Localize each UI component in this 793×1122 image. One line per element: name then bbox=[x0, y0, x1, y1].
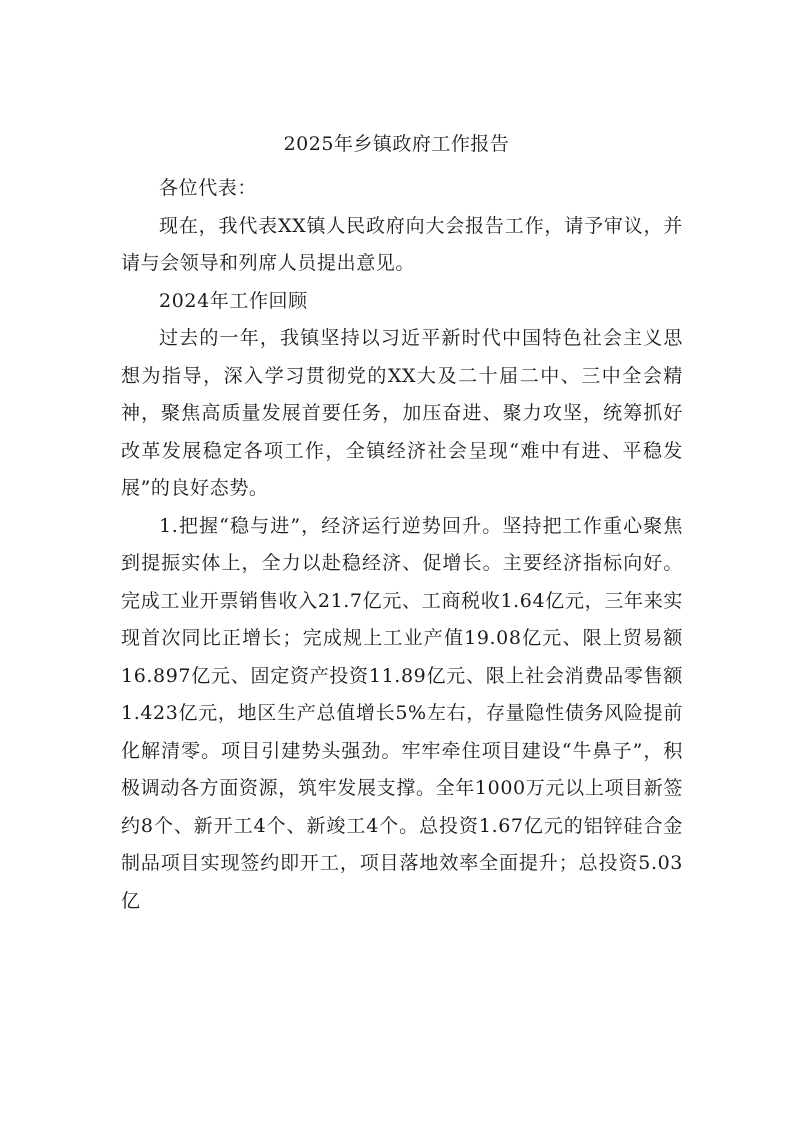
opening-paragraph: 现在，我代表XX镇人民政府向大会报告工作，请予审议，并请与会领导和列席人员提出意见。 bbox=[121, 214, 683, 274]
economy-paragraph: 1.把握“稳与进”，经济运行逆势回升。坚持把工作重心聚焦到提振实体上，全力以赴稳经济、促增长。主要经济指标向好。完成工业开票销售收入21.7亿元、工商税收1.64亿元，三年来实现首次同比正增长；完成规上工业产值19.08亿元、限上贸易额16.897亿元、固定资产投资11.89亿元、限上社会消费品零售额1.423亿元，地区生产总值增长5%左右，存量隐性债务风险提前化解清零。项目引建势头强劲。牢牢牵住项目建设“牛鼻子”，积极调动各方面资源，筑牢发展支撑。全年1000万元以上项目新签约8个、新开工4个、新竣工4个。总投资1.67亿元的铝锌硅合金制品项目实现签约即开工，项目落地效率全面提升；总投资5.03亿 bbox=[121, 514, 683, 912]
salutation-paragraph: 各位代表： bbox=[159, 177, 258, 199]
document-body bbox=[121, 170, 683, 920]
overview-paragraph: 过去的一年，我镇坚持以习近平新时代中国特色社会主义思想为指导，深入学习贯彻党的XX大及二十届二中、三中全会精神，聚焦高质量发展首要任务，加压奋进、聚力攻坚，统筹抓好改革发展稳定各项工作，全镇经济社会呈现“难中有进、平稳发展”的良好态势。 bbox=[121, 327, 683, 499]
section-heading-review: 2024年工作回顾 bbox=[159, 289, 308, 312]
document-title: 2025年乡镇政府工作报告 bbox=[283, 133, 510, 155]
